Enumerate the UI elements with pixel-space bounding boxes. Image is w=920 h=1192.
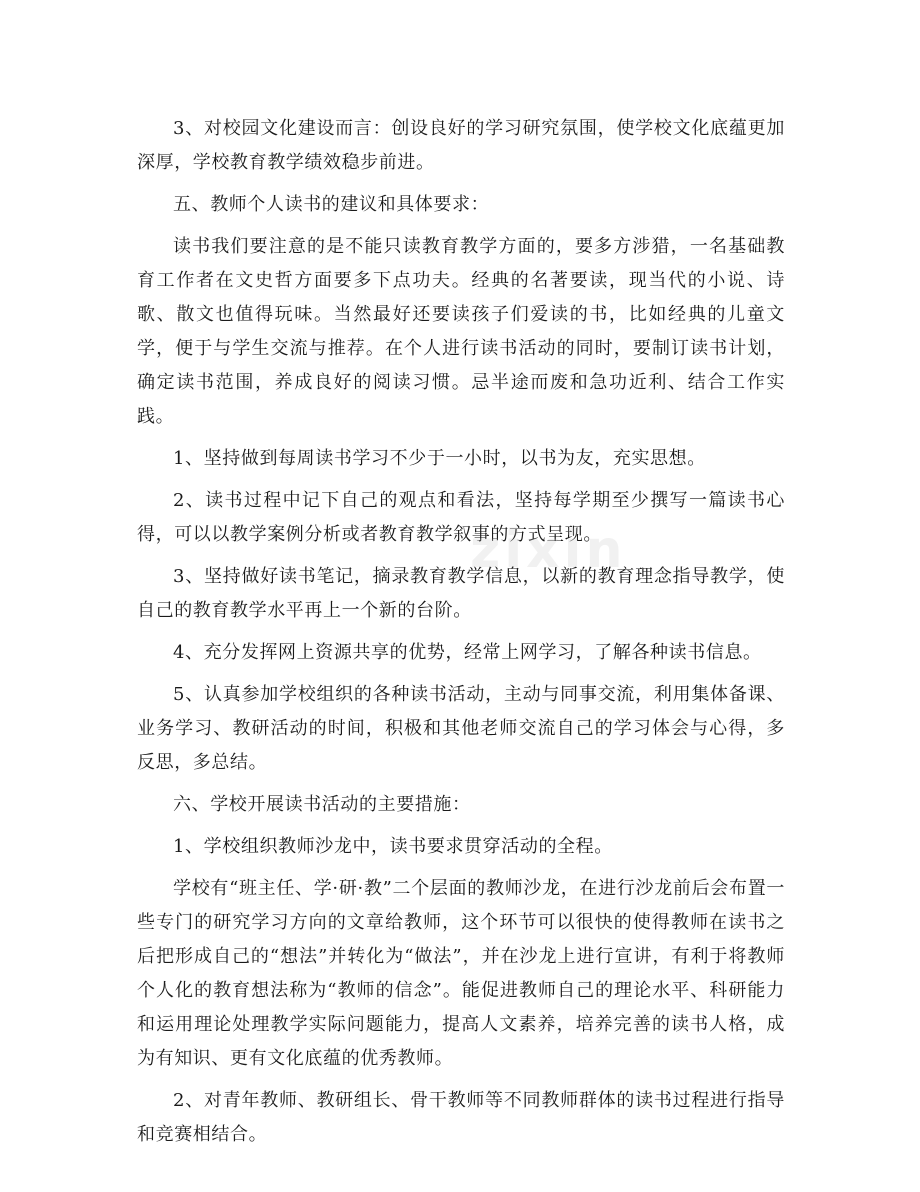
- requirement-item-2: 2、读书过程中记下自己的观点和看法，坚持每学期至少撰写一篇读书心得，可以以教学案例分析或者教育教学叙事的方式呈现。: [137, 490, 785, 545]
- paragraph-culture-point-3: 3、对校园文化建设而言：创设良好的学习研究氛围，使学校文化底蕴更加深厚，学校教育教学绩效稳步前进。: [137, 118, 785, 173]
- section-heading-5: 五、教师个人读书的建议和具体要求：: [173, 194, 490, 215]
- watermark: zixin: [470, 520, 627, 580]
- paragraph-salon-description: 学校有“班主任、学·研·教”二个层面的教师沙龙，在进行沙龙前后会布置一些专门的研究学习方向的文章给教师，这个环节可以很快的使得教师在读书之后把形成自己的“想法”并转化为“做法”，并在沙龙上进行宣讲，有利于将教师个人化的教育想法称为“教师的信念”。能促进教师自己的理论水平、科研能力和运用理论处理教学实际问题能力，提高人文素养，培养完善的读书人格，成为有知识、更有文化底蕴的优秀教师。: [137, 878, 785, 1069]
- measure-item-2: 2、对青年教师、教研组长、骨干教师等不同教师群体的读书过程进行指导和竞赛相结合。: [137, 1090, 785, 1145]
- measure-item-1: 1、学校组织教师沙龙中，读书要求贯穿活动的全程。: [173, 836, 613, 857]
- paragraph-reading-advice: 读书我们要注意的是不能只读教育教学方面的，要多方涉猎，一名基础教育工作者在文史哲方面要多下点功夫。经典的名著要读，现当代的小说、诗歌、散文也值得玩味。当然最好还要读孩子们爱读的书，比如经典的儿童文学，便于与学生交流与推荐。在个人进行读书活动的同时，要制订读书计划，确定读书范围，养成良好的阅读习惯。忌半途而废和急功近利、结合工作实践。: [137, 236, 785, 427]
- section-heading-6: 六、学校开展读书活动的主要措施：: [173, 794, 471, 815]
- requirement-item-3: 3、坚持做好读书笔记，摘录教育教学信息，以新的教育理念指导教学，使自己的教育教学水平再上一个新的台阶。: [137, 566, 785, 621]
- requirement-item-1: 1、坚持做到每周读书学习不少于一小时，以书为友，充实思想。: [173, 448, 706, 469]
- requirement-item-4: 4、充分发挥网上资源共享的优势，经常上网学习，了解各种读书信息。: [173, 642, 762, 663]
- document-body: [137, 112, 785, 1160]
- requirement-item-5: 5、认真参加学校组织的各种读书活动，主动与同事交流，利用集体备课、业务学习、教研活动的时间，积极和其他老师交流自己的学习体会与心得，多反思，多总结。: [137, 684, 785, 773]
